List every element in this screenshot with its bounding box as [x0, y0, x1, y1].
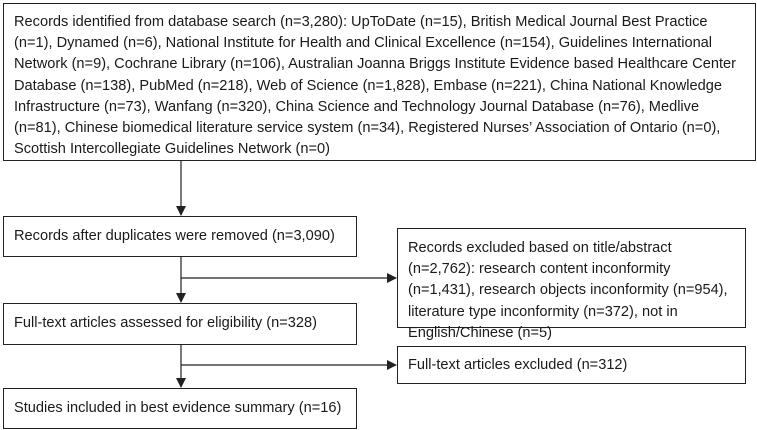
excluded-title-abstract-box [397, 228, 746, 341]
full-text-assessed-text: Full-text articles assessed for eligibility (n=328) [14, 315, 317, 331]
after-duplicates-box [3, 216, 357, 257]
records-identified-text: Records identified from database search (n=3,280): UpToDate (n=15), British Medical Journal Best Practice (n=1), Dynamed (n=6), National Institute for Health and Clinical Excellence (n=154), Guidelines International Network (n=9), Cochrane Library (n=106), Australian Joanna Briggs Institute Evidence based Healthcare Center Database (n=138), PubMed (n=218), Web of Science (n=1,828), Embase (n=221), China National Knowledge Infrastructure (n=73), Wanfang (n=320), China Science and Technology Journal Database (n=76), Medlive (n=81), Chinese biomedical literature service system (n=34), Registered Nurses’ Association of Ontario (n=0), Scottish Intercollegiate Guidelines Network (n=0) [14, 14, 736, 158]
records-identified-box [3, 3, 756, 161]
after-duplicates-text: Records after duplicates were removed (n=3,090) [14, 228, 335, 244]
full-text-assessed-box [3, 303, 357, 345]
studies-included-text: Studies included in best evidence summary (n=16) [14, 400, 342, 416]
studies-included-box [3, 388, 357, 429]
full-text-excluded-box [397, 346, 746, 384]
full-text-excluded-text: Full-text articles excluded (n=312) [408, 357, 628, 373]
excluded-title-abstract-text: Records excluded based on title/abstract (n=2,762): research content inconformity (n=1,431), research objects inconformity (n=954), literature type inconformity (n=372), not in English/Chinese (n=5) [408, 240, 728, 341]
